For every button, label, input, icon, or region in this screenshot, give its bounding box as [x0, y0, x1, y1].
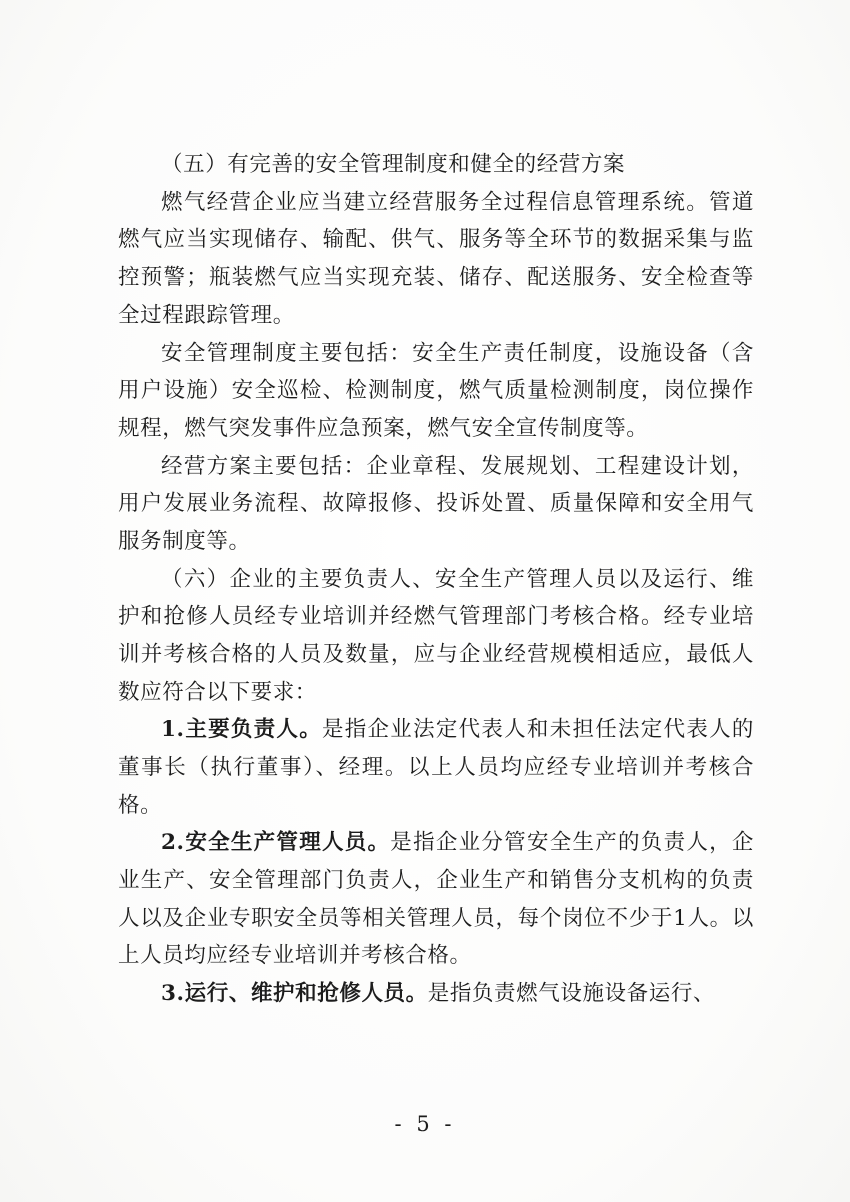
list-item-safety-managers: [118, 824, 754, 974]
list-item-lead: 3.运行、维护和抢修人员。: [161, 981, 428, 1007]
list-item-operation-staff: [118, 975, 754, 1013]
paragraph-info-system: 燃气经营企业应当建立经营服务全过程信息管理系统。管道燃气应当实现储存、输配、供气、服务等全环节的数据采集与监控预警；瓶装燃气应当实现充装、储存、配送服务、安全检查等全过程跟踪管理。: [118, 189, 754, 328]
section-heading-5: （五）有完善的安全管理制度和健全的经营方案: [161, 152, 626, 177]
document-body: [118, 146, 754, 1013]
list-item-text: 是指负责燃气设施设备运行、: [427, 981, 716, 1007]
paragraph-safety-system: 安全管理制度主要包括：安全生产责任制度，设施设备（含用户设施）安全巡检、检测制度，燃气质量检测制度，岗位操作规程，燃气突发事件应急预案，燃气安全宣传制度等。: [118, 340, 754, 441]
section-heading-6: （六）企业的主要负责人、安全生产管理人员以及运行、维护和抢修人员经专业培训并经燃气管理部门考核合格。经专业培训并考核合格的人员及数量，应与企业经营规模相适应，最低人数应符合以下要求：: [118, 566, 754, 705]
page-number: - 5 -: [394, 1112, 456, 1136]
paragraph-business-plan: 经营方案主要包括：企业章程、发展规划、工程建设计划，用户发展业务流程、故障报修、投诉处置、质量保障和安全用气服务制度等。: [118, 453, 754, 554]
list-item-text: 是指企业法定代表人和未担任法定代表人的董事长（执行董事）、经理。以上人员均应经专业培训并考核合格。: [118, 717, 754, 818]
list-item-lead: 1.主要负责人。: [161, 717, 322, 743]
list-item-text: 是指企业分管安全生产的负责人，企业生产、安全管理部门负责人，企业生产和销售分支机构的负责人以及企业专职安全员等相关管理人员，每个岗位不少于1人。以上人员均应经专业培训并考核合格。: [118, 830, 755, 969]
list-item-lead: 2.安全生产管理人员。: [161, 830, 391, 856]
list-item-main-principal: [118, 711, 754, 824]
